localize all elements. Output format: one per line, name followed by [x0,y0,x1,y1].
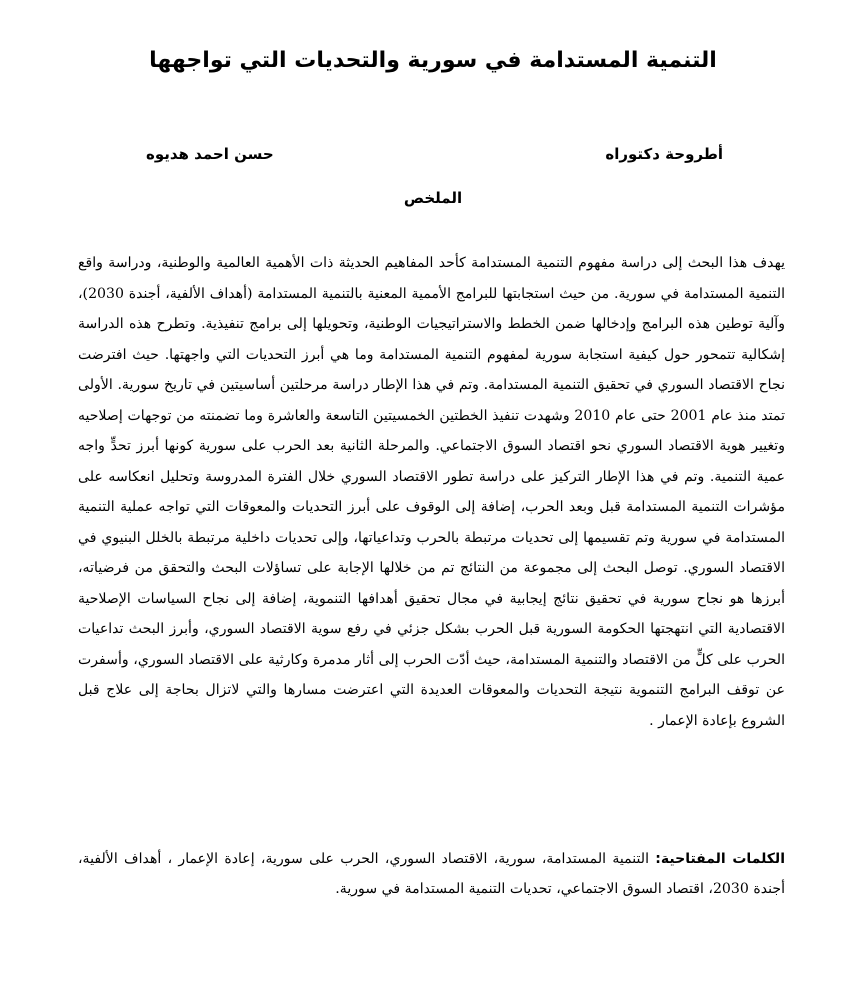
keywords-paragraph [78,844,785,904]
keywords-text: التنمية المستدامة، سورية، الاقتصاد السوري، الحرب على سورية، إعادة الإعمار ، أهداف الألفية، أجندة 2030، اقتصاد السوق الاجتماعي، تحديات التنمية المستدامة في سورية. [78,851,785,897]
abstract-paragraph: يهدف هذا البحث إلى دراسة مفهوم التنمية المستدامة كأحد المفاهيم الحديثة ذات الأهمية العالمية والوطنية، ودراسة واقع التنمية المستدامة في سورية. من حيث استجابتها للبرامج الأممية المعنية بالتنمية المستدامة (أهداف الألفية، أجندة 2030)، وآلية توطين هذه البرامج وإدخالها ضمن الخطط والاستراتيجيات الوطنية، وتحويلها إلى برامج تنفيذية. وتطرح هذه الدراسة إشكالية تتمحور حول كيفية استجابة سورية لمفهوم التنمية المستدامة وما هي أبرز التحديات التي واجهتها. حيث افترضت نجاح الاقتصاد السوري في تحقيق التنمية المستدامة. وتم في هذا الإطار دراسة مرحلتين أساسيتين في تاريخ سورية. الأولى تمتد منذ عام 2001 حتى عام 2010 وشهدت تنفيذ الخطتين الخمسيتين التاسعة والعاشرة وما تضمنته من توجهات إصلاحيه وتغيير هوية الاقتصاد السوري نحو اقتصاد السوق الاجتماعي. والمرحلة الثانية بعد الحرب على سورية كونها أبرز تحدٍّ واجه عمية التنمية. وتم في هذا الإطار التركيز على دراسة تطور الاقتصاد السوري خلال الفترة المدروسة وتحليل انعكاسه على مؤشرات التنمية المستدامة قبل وبعد الحرب، إضافة إلى الوقوف على أبرز التحديات والمعوقات التي تواجه عملية التنمية المستدامة في سورية وتم تقسيمها إلى تحديات مرتبطة بالحرب وتداعياتها، وإلى تحديات داخلية مرتبطة بالخلل البنيوي في الاقتصاد السوري. توصل البحث إلى مجموعة من النتائج تم من خلالها الإجابة على تساؤلات البحث والتحقق من فرضياته، أبرزها هو نجاح سورية في تحقيق نتائج إيجابية في مجال تحقيق أهدافها التنموية، إضافة إلى نجاح السياسات الإصلاحية الاقتصادية التي انتهجتها الحكومة السورية قبل الحرب بشكل جزئي في رفع سوية الاقتصاد السوري، وأبرز البحث تداعيات الحرب على كلٍّ من الاقتصاد والتنمية المستدامة، حيث أدّت الحرب إلى أثار مدمرة وكارثية على الاقتصاد السوري، وأسفرت عن توقف البرامج التنموية نتيجة التحديات والمعوقات العديدة التي اعترضت مسارها والتي لاتزال بحاجة إلى علاج قبل الشروع بإعادة الإعمار . [78,255,785,729]
thesis-title: التنمية المستدامة في سورية والتحديات التي تواجهها [149,48,717,73]
abstract-heading: الملخص [403,189,463,207]
keywords-label: الكلمات المفتاحية: [655,851,785,867]
degree-label: أطروحة دكتوراه [605,145,723,163]
author-name: حسن احمد هديوه [146,145,274,163]
